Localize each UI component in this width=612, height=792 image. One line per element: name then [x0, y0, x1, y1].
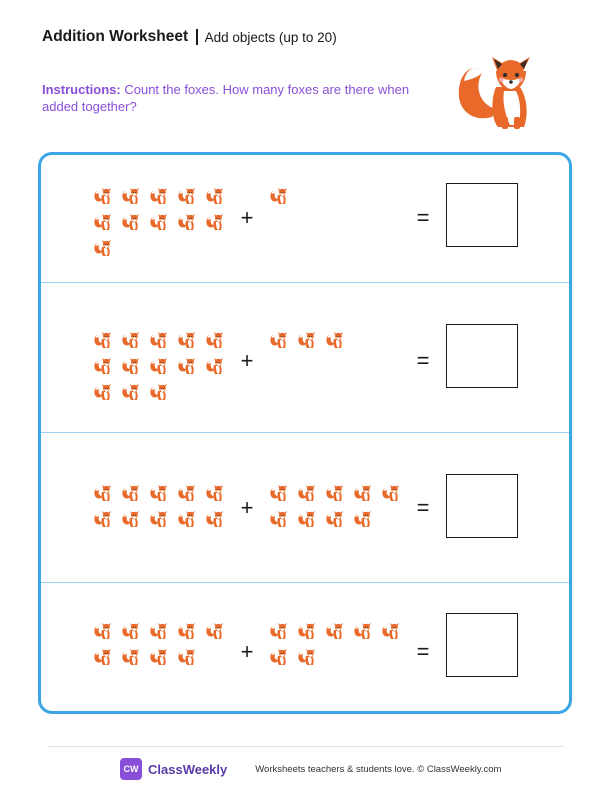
fox-icon	[149, 186, 169, 206]
fox-icon	[269, 483, 289, 503]
answer-box[interactable]	[446, 474, 518, 538]
equals-sign: =	[416, 495, 430, 520]
fox-icon	[325, 621, 345, 641]
fox-icon	[177, 621, 197, 641]
left-fox-group	[93, 621, 233, 673]
fox-icon	[205, 356, 225, 376]
left-fox-group	[93, 330, 233, 408]
fox-icon	[121, 212, 141, 232]
fox-icon	[269, 509, 289, 529]
fox-icon	[297, 647, 317, 667]
fox-icon	[121, 186, 141, 206]
fox-icon	[93, 212, 113, 232]
fox-icon	[269, 186, 289, 206]
plus-sign: +	[240, 205, 254, 230]
brand-name: ClassWeekly	[148, 761, 228, 777]
fox-icon	[149, 212, 169, 232]
fox-icon	[93, 330, 113, 350]
fox-icon	[121, 621, 141, 641]
equals-sign: =	[416, 348, 430, 373]
answer-box[interactable]	[446, 324, 518, 388]
problem-row	[41, 155, 569, 295]
fox-icon	[205, 186, 225, 206]
left-fox-group	[93, 483, 233, 535]
fox-icon	[325, 330, 345, 350]
fox-icon	[149, 356, 169, 376]
fox-icon	[121, 356, 141, 376]
fox-icon	[177, 330, 197, 350]
footer-divider	[48, 746, 564, 747]
right-fox-group	[269, 483, 409, 535]
fox-icon	[353, 483, 373, 503]
fox-icon	[205, 621, 225, 641]
answer-box[interactable]	[446, 183, 518, 247]
problem-row	[41, 583, 569, 723]
fox-icon	[149, 382, 169, 402]
instructions-lead: Instructions:	[42, 82, 121, 97]
fox-icon	[325, 509, 345, 529]
fox-icon	[177, 212, 197, 232]
fox-icon	[205, 509, 225, 529]
plus-sign: +	[240, 639, 254, 664]
fox-icon	[353, 621, 373, 641]
classweekly-logo-icon: CW	[120, 758, 142, 780]
fox-icon	[297, 483, 317, 503]
fox-icon	[205, 330, 225, 350]
fox-icon	[93, 483, 113, 503]
footer	[120, 758, 501, 780]
fox-icon	[93, 356, 113, 376]
right-fox-group	[269, 621, 409, 673]
fox-icon	[325, 483, 345, 503]
footer-tagline: Worksheets teachers & students love. © ClassWeekly.com	[255, 763, 502, 775]
fox-icon	[121, 509, 141, 529]
fox-icon	[93, 647, 113, 667]
fox-icon	[177, 483, 197, 503]
fox-icon	[149, 509, 169, 529]
fox-icon	[149, 647, 169, 667]
page-subtitle: Add objects (up to 20)	[204, 29, 337, 45]
problems-panel	[38, 152, 572, 714]
fox-icon	[121, 647, 141, 667]
fox-icon	[93, 186, 113, 206]
fox-icon	[297, 621, 317, 641]
fox-icon	[177, 509, 197, 529]
fox-icon	[269, 330, 289, 350]
fox-icon	[269, 621, 289, 641]
fox-icon	[149, 330, 169, 350]
right-fox-group	[269, 186, 409, 212]
instructions	[42, 81, 422, 115]
fox-icon	[93, 621, 113, 641]
fox-icon	[297, 330, 317, 350]
instructions-text: Count the foxes. How many foxes are there when added together?	[42, 82, 410, 114]
fox-icon	[205, 212, 225, 232]
problem-row	[41, 433, 569, 573]
page-header	[42, 28, 337, 46]
fox-icon	[353, 509, 373, 529]
title-separator	[196, 29, 198, 45]
fox-icon	[121, 330, 141, 350]
fox-icon	[93, 382, 113, 402]
fox-icon	[121, 483, 141, 503]
fox-icon	[269, 647, 289, 667]
fox-icon	[149, 483, 169, 503]
problem-row	[41, 283, 569, 423]
fox-icon	[177, 356, 197, 376]
fox-icon	[149, 621, 169, 641]
left-fox-group	[93, 186, 233, 264]
equals-sign: =	[416, 639, 430, 664]
plus-sign: +	[240, 495, 254, 520]
equals-sign: =	[416, 205, 430, 230]
fox-icon	[177, 647, 197, 667]
fox-icon	[93, 238, 113, 258]
plus-sign: +	[240, 348, 254, 373]
fox-icon	[93, 509, 113, 529]
right-fox-group	[269, 330, 409, 356]
fox-icon	[297, 509, 317, 529]
answer-box[interactable]	[446, 613, 518, 677]
fox-icon	[121, 382, 141, 402]
page-title: Addition Worksheet	[42, 28, 189, 45]
fox-illustration-icon	[452, 47, 544, 133]
fox-icon	[381, 621, 401, 641]
fox-icon	[205, 483, 225, 503]
fox-icon	[177, 186, 197, 206]
fox-icon	[381, 483, 401, 503]
